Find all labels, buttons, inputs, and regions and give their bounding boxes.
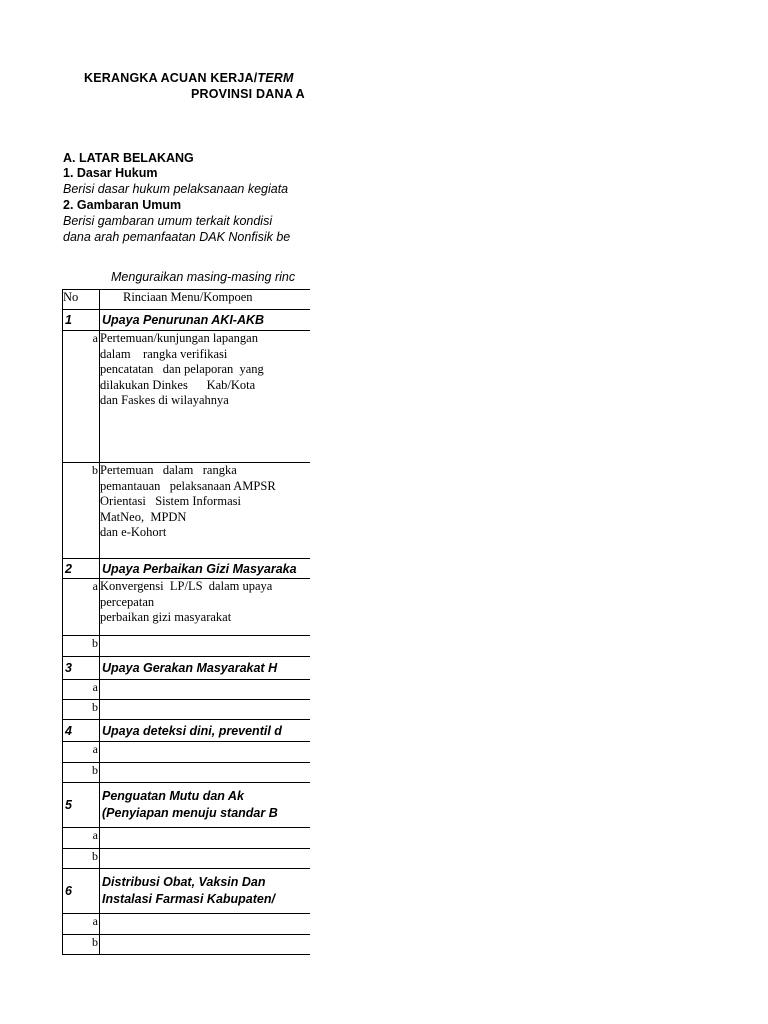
section-title: Upaya Perbaikan Gizi Masyaraka (100, 559, 311, 579)
table-row (63, 914, 311, 935)
rincian-table (62, 289, 310, 955)
section-number: 2 (63, 559, 100, 579)
section-row-2 (63, 559, 311, 579)
row-letter: b (63, 636, 100, 657)
section-title-line1: Penguatan Mutu dan Ak (102, 789, 244, 803)
row-letter: b (63, 935, 100, 955)
section-title (100, 869, 311, 914)
section-row-6 (63, 869, 311, 914)
section-heading: A. LATAR BELAKANG (63, 151, 194, 165)
section-title-line2: (Penyiapan menuju standar B (102, 806, 278, 820)
table-row (63, 463, 311, 559)
section-title: Upaya Penurunan AKI-AKB (100, 310, 311, 331)
doc-title-line1: KERANGKA ACUAN KERJA/TERM (84, 71, 294, 85)
col-no-header: No (63, 290, 100, 310)
row-text (100, 636, 311, 657)
section-number: 4 (63, 720, 100, 742)
row-letter: a (63, 680, 100, 700)
row-text: Pertemuan/kunjungan lapangan dalam rangka verifikasi pencatatan dan pelaporan yang dilakukan Dinkes Kab/Kota dan Faskes di wilayahnya (100, 331, 311, 463)
row-letter: a (63, 914, 100, 935)
row-letter: b (63, 763, 100, 783)
row-text (100, 742, 311, 763)
subsection-title-1: 1. Dasar Hukum (63, 166, 158, 180)
row-text: Pertemuan dalam rangka pemantauan pelaksanaan AMPSR Orientasi Sistem Informasi MatNeo, MPDN dan e-Kohort (100, 463, 311, 559)
table-row (63, 579, 311, 636)
table-row (63, 742, 311, 763)
section-number: 1 (63, 310, 100, 331)
section-row-3 (63, 657, 311, 680)
row-text: Konvergensi LP/LS dalam upaya percepatan perbaikan gizi masyarakat (100, 579, 311, 636)
section-number: 5 (63, 783, 100, 828)
row-text (100, 680, 311, 700)
section-title-line1: Distribusi Obat, Vaksin Dan (102, 875, 266, 889)
subsection-text-2-line1: Berisi gambaran umum terkait kondisi (63, 214, 273, 228)
section-title (100, 783, 311, 828)
table-row (63, 828, 311, 849)
table-header-row (63, 290, 311, 310)
row-letter: a (63, 331, 100, 463)
row-text (100, 849, 311, 869)
table-row (63, 935, 311, 955)
table-intro: Menguraikan masing-masing rinc (111, 270, 296, 284)
row-letter: a (63, 579, 100, 636)
section-number: 3 (63, 657, 100, 680)
col-rincian-header: Rinciaan Menu/Kompoen (100, 290, 311, 310)
row-letter: b (63, 700, 100, 720)
subsection-text-2-line2: dana arah pemanfaatan DAK Nonfisik be (63, 230, 291, 244)
doc-title-line2: PROVINSI DANA A (191, 87, 305, 101)
table-row (63, 331, 311, 463)
subsection-text-1: Berisi dasar hukum pelaksanaan kegiata (63, 182, 289, 196)
row-letter: a (63, 742, 100, 763)
table-row (63, 849, 311, 869)
row-text (100, 914, 311, 935)
section-row-4 (63, 720, 311, 742)
row-text (100, 935, 311, 955)
section-row-5 (63, 783, 311, 828)
row-letter: b (63, 849, 100, 869)
row-text (100, 828, 311, 849)
table-row (63, 763, 311, 783)
row-text (100, 763, 311, 783)
section-title: Upaya deteksi dini, preventil d (100, 720, 311, 742)
section-title-line2: Instalasi Farmasi Kabupaten/ (102, 892, 275, 906)
row-text (100, 700, 311, 720)
table-row (63, 680, 311, 700)
section-row-1 (63, 310, 311, 331)
row-letter: b (63, 463, 100, 559)
row-letter: a (63, 828, 100, 849)
section-number: 6 (63, 869, 100, 914)
subsection-title-2: 2. Gambaran Umum (63, 198, 182, 212)
table-row (63, 700, 311, 720)
section-title: Upaya Gerakan Masyarakat H (100, 657, 311, 680)
table-row (63, 636, 311, 657)
document-page (0, 0, 310, 1024)
